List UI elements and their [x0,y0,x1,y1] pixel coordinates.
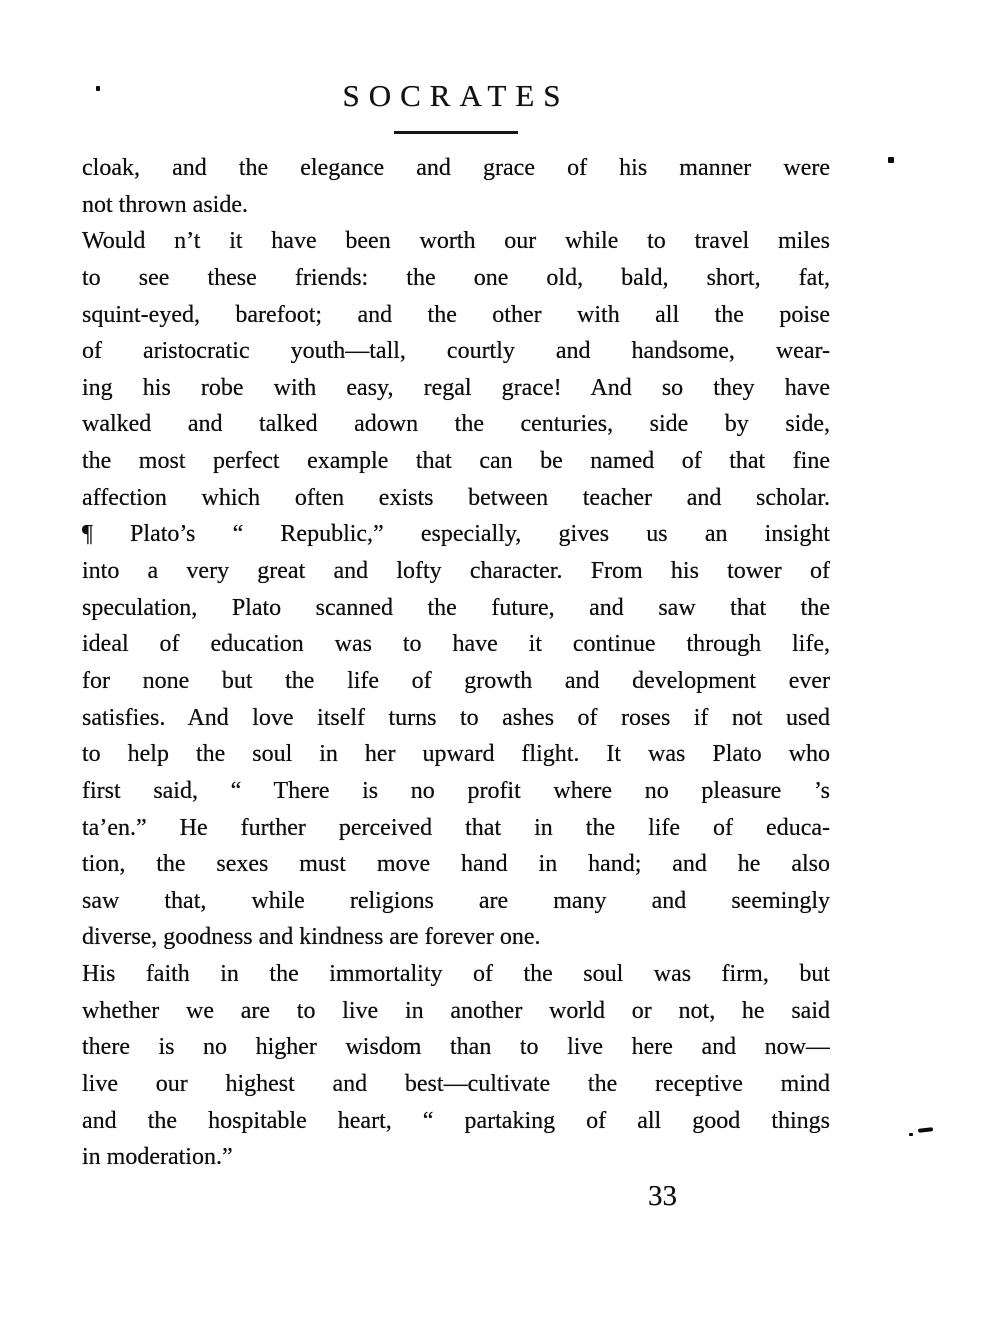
text-line: first said, “ There is no profit where no pleasure ’s [82,777,830,804]
text-line: in moderation.” [82,1144,233,1171]
header-divider [394,131,518,134]
text-line: His faith in the immortality of the soul was firm, but [82,961,830,988]
text-line: affection which often exists between teacher and scholar. [82,484,830,511]
ink-speck [909,1133,913,1136]
body-text [82,150,830,1176]
text-line: squint-eyed, barefoot; and the other with all the poise [82,301,830,328]
text-line: not thrown aside. [82,191,248,218]
text-line: cloak, and the elegance and grace of his manner were [82,155,830,181]
text-line: and the hospitable heart, “ partaking of all good things [82,1107,830,1134]
ink-speck [888,157,894,163]
text-line: Would n’t it have been worth our while to travel miles [82,228,830,255]
page-number: 33 [648,1180,677,1212]
text-line: live our highest and best—cultivate the receptive mind [82,1071,830,1098]
text-line: walked and talked adown the centuries, side by side, [82,411,830,438]
text-line: satisfies. And love itself turns to ashes of roses if not used [82,704,830,731]
text-line: diverse, goodness and kindness are forever one. [82,924,541,951]
text-line: to help the soul in her upward flight. It was Plato who [82,741,830,768]
text-line: ¶ Plato’s “ Republic,” especially, gives us an insight [82,521,830,548]
page-title: SOCRATES [342,78,570,113]
text-line: saw that, while religions are many and seemingly [82,887,830,914]
text-line: there is no higher wisdom than to live here and now— [82,1034,830,1061]
text-line: to see these friends: the one old, bald, short, fat, [82,264,830,291]
text-line: of aristocratic youth—tall, courtly and handsome, wear- [82,338,830,365]
text-line: ideal of education was to have it continue through life, [82,631,830,658]
text-line: for none but the life of growth and development ever [82,667,830,694]
text-line: ta’en.” He further perceived that in the life of educa- [82,814,830,841]
text-line: ing his robe with easy, regal grace! And so they have [82,374,830,401]
ink-speck [918,1127,933,1133]
text-line: speculation, Plato scanned the future, and saw that the [82,594,830,621]
text-line: into a very great and lofty character. From his tower of [82,558,830,585]
ink-speck [96,86,100,91]
text-line: tion, the sexes must move hand in hand; and he also [82,851,830,878]
text-line: the most perfect example that can be named of that fine [82,448,830,475]
text-line: whether we are to live in another world or not, he said [82,997,830,1024]
